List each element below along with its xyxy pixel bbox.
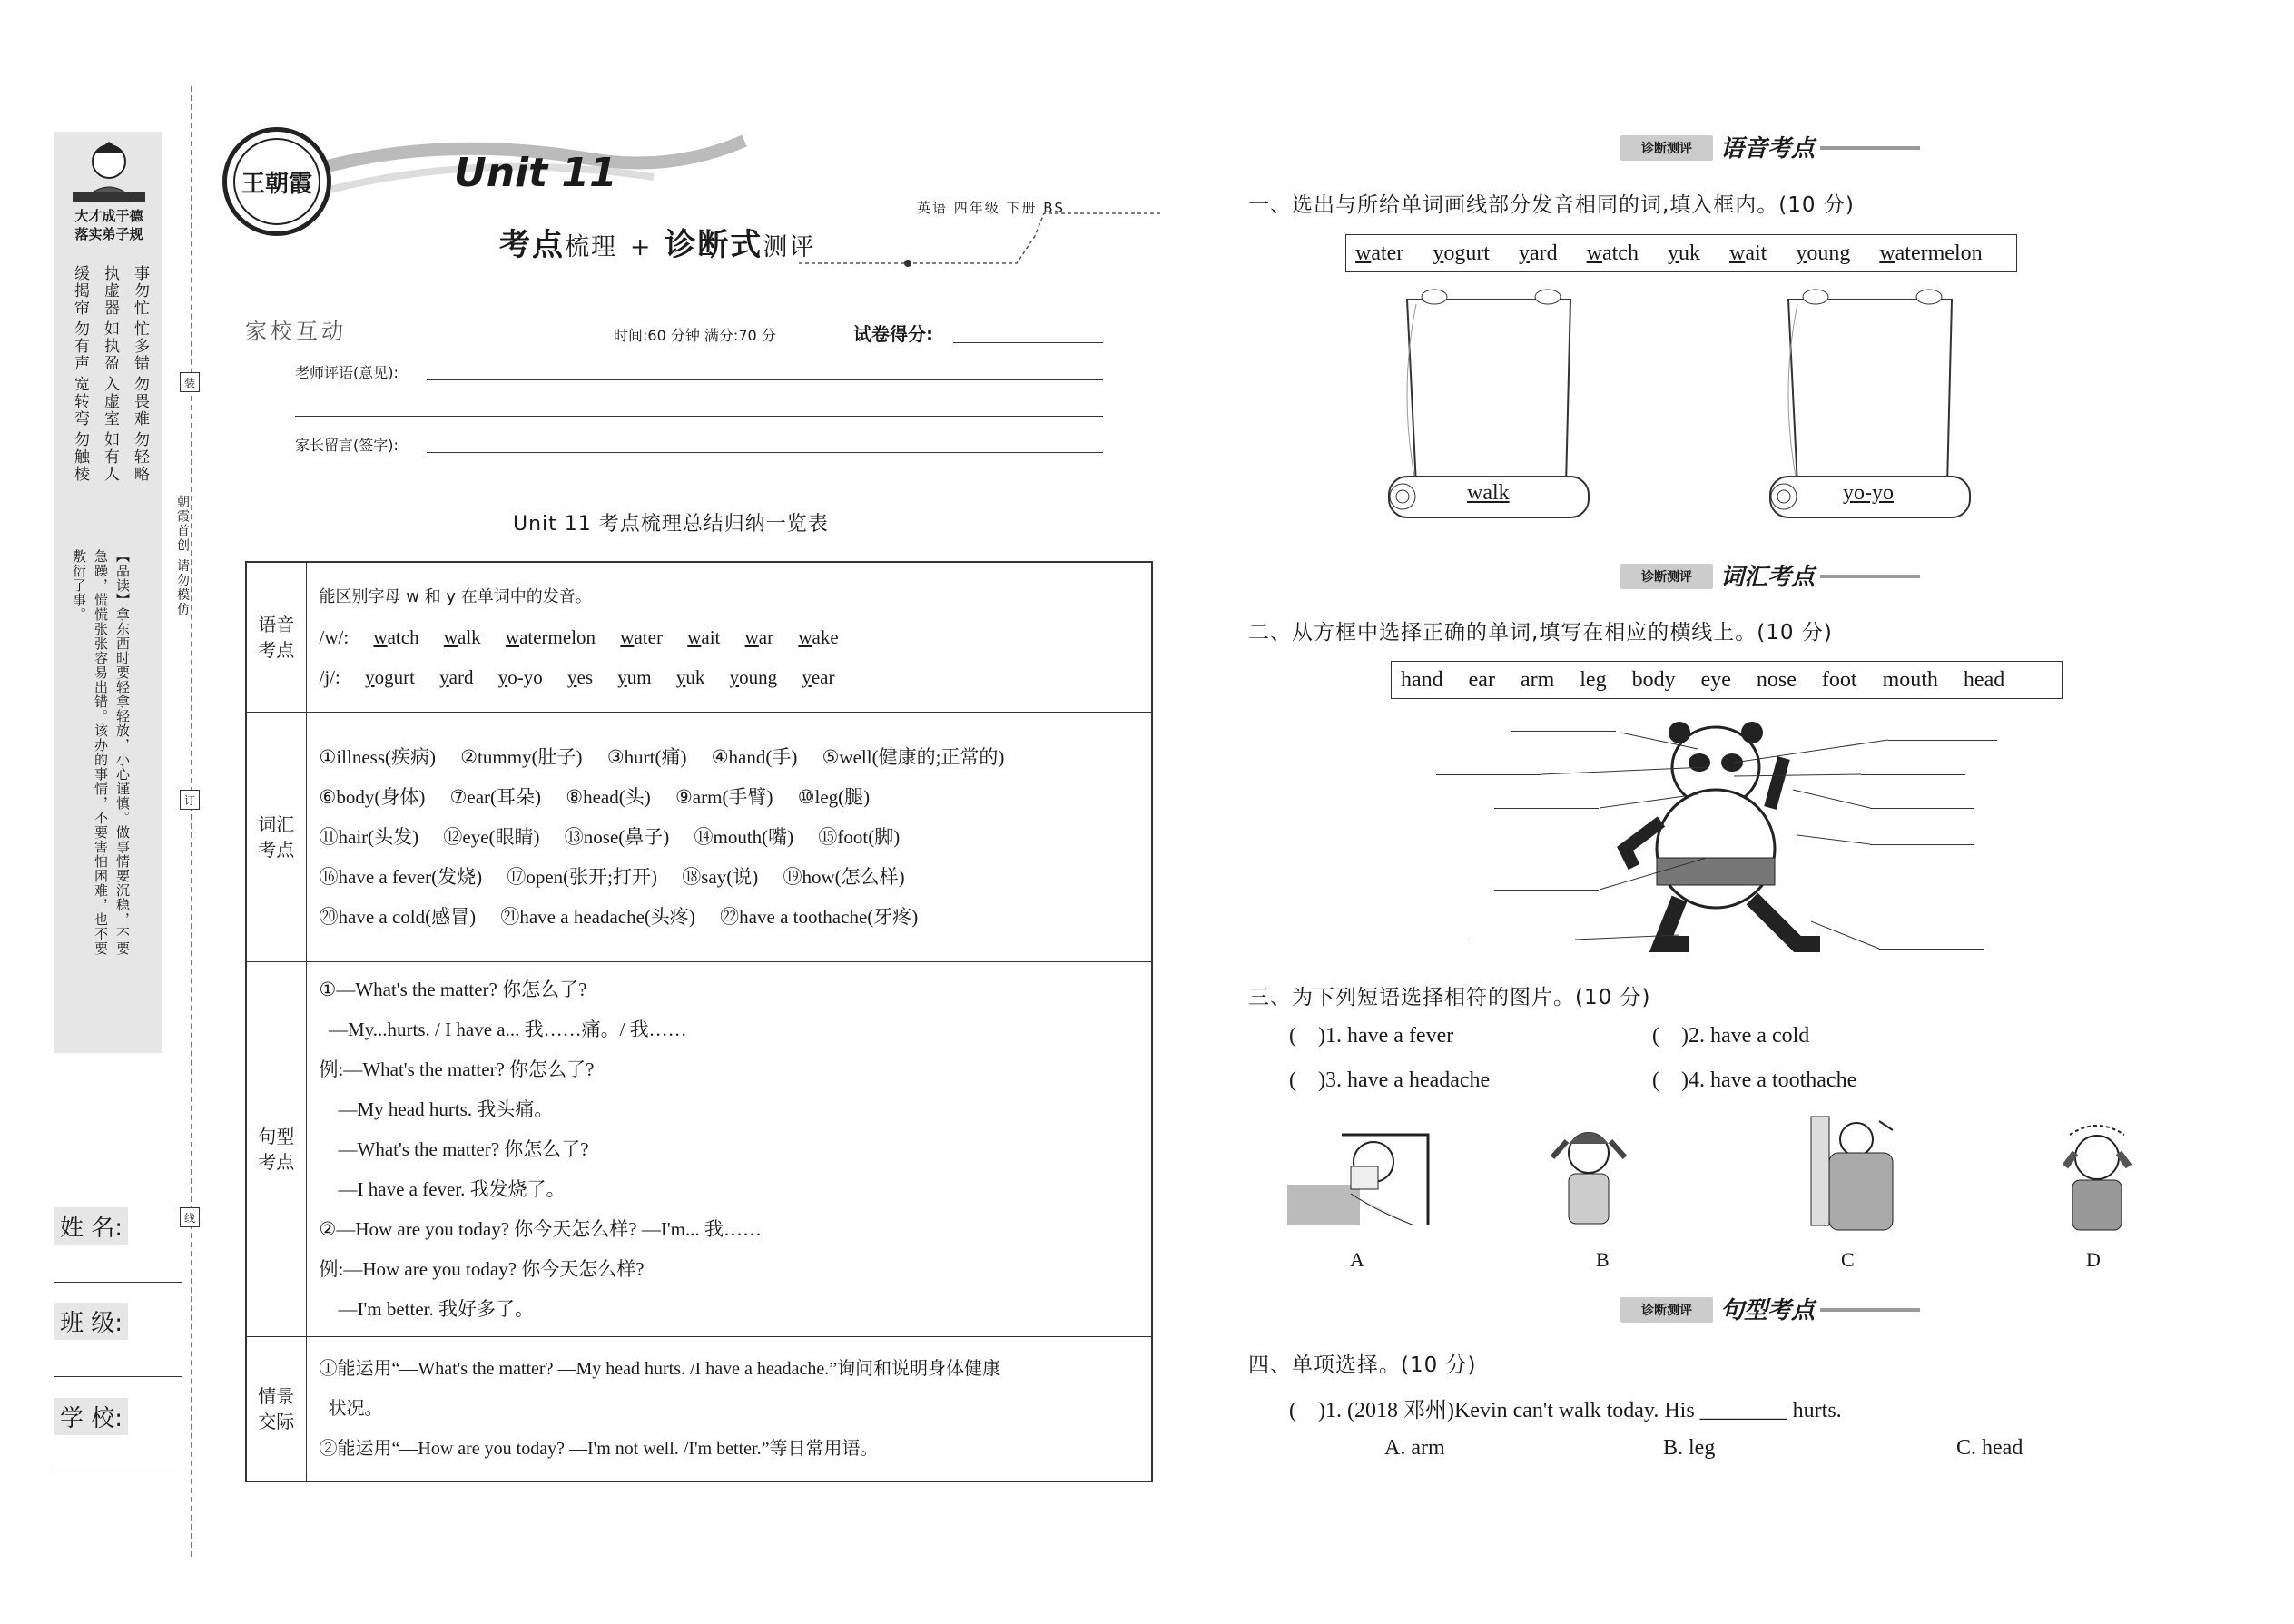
vocab-item: ④hand(手) <box>711 745 798 768</box>
vocab-item: ⑫eye(眼睛) <box>443 825 540 848</box>
situation-line: ②能运用“—How are you today? —I'm not well. /I'm better.”等日常用语。 <box>319 1438 879 1459</box>
name-label: 姓 名: <box>54 1207 128 1245</box>
row-label-phonics: 语音考点 <box>246 562 306 712</box>
school-label: 学 校: <box>54 1398 128 1435</box>
sentence-line: ①—What's the matter? 你怎么了? <box>319 978 587 1000</box>
word-option: nose <box>1756 667 1797 692</box>
word-option: body <box>1631 667 1676 692</box>
body-label-blank[interactable] <box>1879 949 1984 950</box>
phonics-word: walk <box>443 625 481 648</box>
class-label: 班 级: <box>54 1303 128 1340</box>
q4-item-1[interactable]: ( )1. (2018 邓州)Kevin can't walk today. His ________ hurts. <box>1289 1399 1842 1422</box>
motto-col: 勿有声 <box>71 320 89 372</box>
scholar-figure-icon <box>64 136 154 204</box>
word-option: yogurt <box>1433 241 1490 265</box>
banner-arrow-icon <box>1820 146 1920 150</box>
banner-arrow-icon <box>1820 575 1920 578</box>
logo-text: 王朝霞 <box>233 138 320 225</box>
phonics-word: watch <box>373 625 419 648</box>
phonics-word: yogurt <box>365 665 415 688</box>
vocab-line <box>320 777 1139 817</box>
phonics-prefix: /w/: <box>319 625 350 648</box>
table-row-sentences <box>246 961 1152 1336</box>
row-label-situation: 情景交际 <box>246 1336 306 1481</box>
motto-col: 忙多错 <box>131 320 149 372</box>
vocab-item: ①illness(疾病) <box>319 745 436 768</box>
row-label-vocab: 词汇考点 <box>246 712 306 961</box>
vocab-content <box>306 712 1152 961</box>
phonics-word: yo-yo <box>497 665 543 688</box>
phonics-w-line <box>320 617 1139 657</box>
banner-tag: 诊断测评 <box>1620 135 1713 161</box>
phonics-word: yum <box>617 665 652 688</box>
section-banner-phonics <box>1620 132 1929 162</box>
body-label-blank[interactable] <box>1861 774 1965 775</box>
banner-title: 词汇考点 <box>1720 564 1816 591</box>
vocab-item: ㉑have a headache(头疼) <box>500 905 695 928</box>
vocab-line <box>320 897 1139 937</box>
parent-comment-label: 家长留言(签字): <box>295 437 399 454</box>
word-option: yard <box>1518 241 1558 265</box>
situation-line: ①能运用“—What's the matter? —My head hurts. /I have a headache.”询问和说明身体健康 <box>319 1358 1001 1379</box>
word-option: watermelon <box>1879 241 1983 265</box>
subtitle-part: 梳理 <box>565 233 617 261</box>
vocab-item: ⑦ear(耳朵) <box>449 785 542 808</box>
section-banner-vocab <box>1620 560 1929 591</box>
sentence-line: 例:—What's the matter? 你怎么了? <box>319 1058 595 1080</box>
phonics-word: yes <box>567 665 593 688</box>
vocab-line <box>320 857 1139 897</box>
vocab-item: ⑮foot(脚) <box>818 825 901 848</box>
teacher-comment-field-line2[interactable] <box>295 416 1103 417</box>
vocab-item: ⑭mouth(嘴) <box>694 825 794 848</box>
subtitle-part: 诊断式 <box>665 227 763 263</box>
motto-title <box>60 207 158 243</box>
question-2-heading: 二、从方框中选择正确的单词,填写在相应的横线上。(10 分) <box>1248 621 1833 645</box>
vocab-item: ③hurt(痛) <box>606 745 687 768</box>
situation-content <box>306 1336 1152 1481</box>
word-option: head <box>1963 667 2005 692</box>
phonics-word: water <box>620 625 663 648</box>
motto-col: 事勿忙 <box>131 265 149 317</box>
phonics-word: yard <box>439 665 474 688</box>
word-option: arm <box>1520 667 1555 692</box>
row-label-sentences: 句型考点 <box>246 961 306 1336</box>
word-option: eye <box>1700 667 1731 692</box>
phonics-word: war <box>744 625 774 648</box>
banner-title: 句型考点 <box>1720 1297 1816 1324</box>
q1-word-box <box>1345 234 2017 272</box>
motto-col: 勿触棱 <box>71 431 89 483</box>
vocab-item: ㉒have a toothache(牙疼) <box>720 905 919 928</box>
word-option: mouth <box>1882 667 1938 692</box>
vocab-item: ⑧head(头) <box>566 785 651 808</box>
q4-option-c[interactable]: C. head <box>1956 1436 2023 1460</box>
section-tag-home-school: 家校互动 <box>245 319 347 344</box>
word-option: watch <box>1586 241 1639 265</box>
banner-title: 语音考点 <box>1720 135 1816 162</box>
word-option: yuk <box>1667 241 1700 265</box>
motto-col: 如执盈 <box>101 320 119 372</box>
banner-arrow-icon <box>1820 1308 1920 1312</box>
vocab-item: ⑯have a fever(发烧) <box>319 865 483 888</box>
question-1-heading: 一、选出与所给单词画线部分发音相同的词,填入框内。(10 分) <box>1248 193 1855 217</box>
phonics-prefix: /j/: <box>319 665 340 688</box>
name-field[interactable] <box>54 1282 182 1283</box>
teacher-comment-label: 老师评语(意见): <box>295 364 399 381</box>
sentence-line: —What's the matter? 你怎么了? <box>319 1137 589 1160</box>
picture-letter: A <box>1350 1248 1364 1271</box>
q4-option-b[interactable]: B. leg <box>1663 1436 1716 1460</box>
word-option: foot <box>1821 667 1857 692</box>
phonics-word: wait <box>687 625 721 648</box>
motto-col: 入虚室 <box>101 376 119 428</box>
sentence-line: —I have a fever. 我发烧了。 <box>319 1177 566 1200</box>
picture-d-headache <box>2047 1121 2147 1235</box>
phonics-y-line <box>320 657 1139 697</box>
vocab-item: ⑩leg(腿) <box>797 785 871 808</box>
cut-mark: 订 <box>180 790 200 810</box>
story-col: 敷衍了事。 <box>71 549 87 622</box>
vocab-item: ⑤well(健康的;正常的) <box>822 745 1005 768</box>
table-row-phonics <box>246 562 1152 712</box>
motto-col: 勿畏难 <box>131 376 149 428</box>
word-option: water <box>1355 241 1404 265</box>
publisher-logo <box>222 127 331 236</box>
body-label-blank[interactable] <box>1494 808 1599 809</box>
picture-a-sneezing <box>1287 1130 1433 1225</box>
score-label: 试卷得分: <box>853 323 933 345</box>
vocab-item: ⑱say(说) <box>682 865 759 888</box>
picture-letter: C <box>1841 1248 1855 1271</box>
q3-item-1[interactable]: ( )1. have a fever <box>1289 1024 1454 1048</box>
word-option: wait <box>1728 241 1767 265</box>
sentence-line: —I'm better. 我好多了。 <box>319 1297 535 1320</box>
copyright-note: 朝霞首创 请勿模仿 <box>175 495 190 617</box>
picture-letter: D <box>2086 1248 2101 1271</box>
word-option: young <box>1796 241 1851 265</box>
vocab-line <box>320 817 1139 857</box>
phonics-content <box>306 562 1152 712</box>
page-subtitle <box>499 220 815 264</box>
subtitle-part: 测评 <box>763 233 816 261</box>
body-label-blank[interactable] <box>1870 844 1974 845</box>
q4-option-a[interactable]: A. arm <box>1384 1436 1445 1460</box>
scroll-word-yoyo: yo-yo <box>1843 481 1894 505</box>
section-banner-sentence <box>1620 1294 1929 1324</box>
review-summary-table <box>245 561 1153 1482</box>
subtitle-part: 考点 <box>499 227 565 263</box>
score-field[interactable] <box>953 342 1103 343</box>
sentences-content <box>306 961 1152 1336</box>
banner-tag: 诊断测评 <box>1620 1297 1713 1323</box>
story-col: 急躁，慌慌张张容易出错。该办的事情，不要害怕困难，也不要 <box>93 549 109 956</box>
motto-col: 如有人 <box>101 431 119 483</box>
vocab-item: ②tummy(肚子) <box>460 745 583 768</box>
vocab-item: ⑪hair(头发) <box>319 825 419 848</box>
body-label-blank[interactable] <box>1888 740 1997 741</box>
vocab-item: ⑳have a cold(感冒) <box>319 905 477 928</box>
table-row-situation <box>246 1336 1152 1481</box>
parent-comment-field[interactable] <box>427 452 1103 453</box>
picture-letter: B <box>1596 1248 1610 1271</box>
question-3-heading: 三、为下列短语选择相符的图片。(10 分) <box>1248 986 1651 1009</box>
motto-col: 宽转弯 <box>71 376 89 428</box>
phonics-word: wake <box>798 625 839 648</box>
cut-mark: 线 <box>180 1207 200 1227</box>
vocab-item: ⑥body(身体) <box>319 785 426 808</box>
scroll-word-walk: walk <box>1467 481 1510 505</box>
grade-tag: 英语 四年级 下册 BS <box>917 200 1065 216</box>
motto-line: 大才成于德 <box>74 208 143 224</box>
phonics-word: young <box>729 665 778 688</box>
panda-figure-image <box>1616 722 1825 953</box>
picture-c-fever <box>1807 1112 1906 1235</box>
phonics-word: year <box>802 665 835 688</box>
sentence-line: —My head hurts. 我头痛。 <box>319 1097 554 1120</box>
vocab-item: ⑰open(张开;打开) <box>507 865 657 888</box>
sentence-line: 例:—How are you today? 你今天怎么样? <box>319 1257 645 1280</box>
vocab-item: ⑬nose(鼻子) <box>564 825 670 848</box>
body-label-blank[interactable] <box>1870 808 1974 809</box>
table-row-vocab <box>246 712 1152 961</box>
q3-item-2[interactable]: ( )2. have a cold <box>1652 1024 1810 1048</box>
motto-col: 缓揭帘 <box>71 265 89 317</box>
motto-col: 勿轻略 <box>131 431 149 483</box>
q2-word-box <box>1391 661 2063 699</box>
story-col: 【品读】拿东西时要轻拿轻放，小心谨慎。做事情要沉稳，不要 <box>114 549 131 956</box>
teacher-comment-field[interactable] <box>427 379 1103 380</box>
vocab-item: ⑨arm(手臂) <box>674 785 773 808</box>
word-option: leg <box>1580 667 1607 692</box>
vocab-line <box>320 737 1139 777</box>
q3-item-4[interactable]: ( )4. have a toothache <box>1652 1068 1857 1092</box>
question-4-heading: 四、单项选择。(10 分) <box>1248 1353 1477 1377</box>
body-label-blank[interactable] <box>1436 774 1541 775</box>
motto-story <box>69 549 133 1030</box>
q3-item-3[interactable]: ( )3. have a headache <box>1289 1068 1491 1092</box>
vocab-item: ⑲how(怎么样) <box>783 865 905 888</box>
word-option: ear <box>1468 667 1495 692</box>
phonics-word: watermelon <box>505 625 596 648</box>
situation-line: 状况。 <box>319 1398 383 1419</box>
body-label-blank[interactable] <box>1494 890 1599 891</box>
class-field[interactable] <box>54 1376 182 1377</box>
sentence-line: ②—How are you today? 你今天怎么样? —I'm... 我…… <box>319 1217 762 1240</box>
word-option: hand <box>1401 667 1443 692</box>
picture-b-toothache <box>1543 1121 1634 1230</box>
binding-dashed-line <box>191 86 192 1557</box>
cut-mark: 装 <box>180 372 200 392</box>
sentence-line: —My...hurts. / I have a... 我……痛。/ 我…… <box>319 1018 687 1040</box>
motto-columns <box>69 265 151 528</box>
unit-title: Unit 11 <box>454 150 617 196</box>
body-label-blank[interactable] <box>1511 731 1616 732</box>
table-title: Unit 11 考点梳理总结归纳一览表 <box>513 513 829 536</box>
motto-line: 落实弟子规 <box>74 226 143 242</box>
banner-tag: 诊断测评 <box>1620 564 1713 589</box>
subtitle-part: + <box>629 233 653 261</box>
phonics-intro: 能区别字母 w 和 y 在单词中的发音。 <box>319 586 592 606</box>
exam-time-info: 时间:60 分钟 满分:70 分 <box>614 327 776 344</box>
phonics-word: yuk <box>675 665 705 688</box>
motto-col: 执虚器 <box>101 265 119 317</box>
